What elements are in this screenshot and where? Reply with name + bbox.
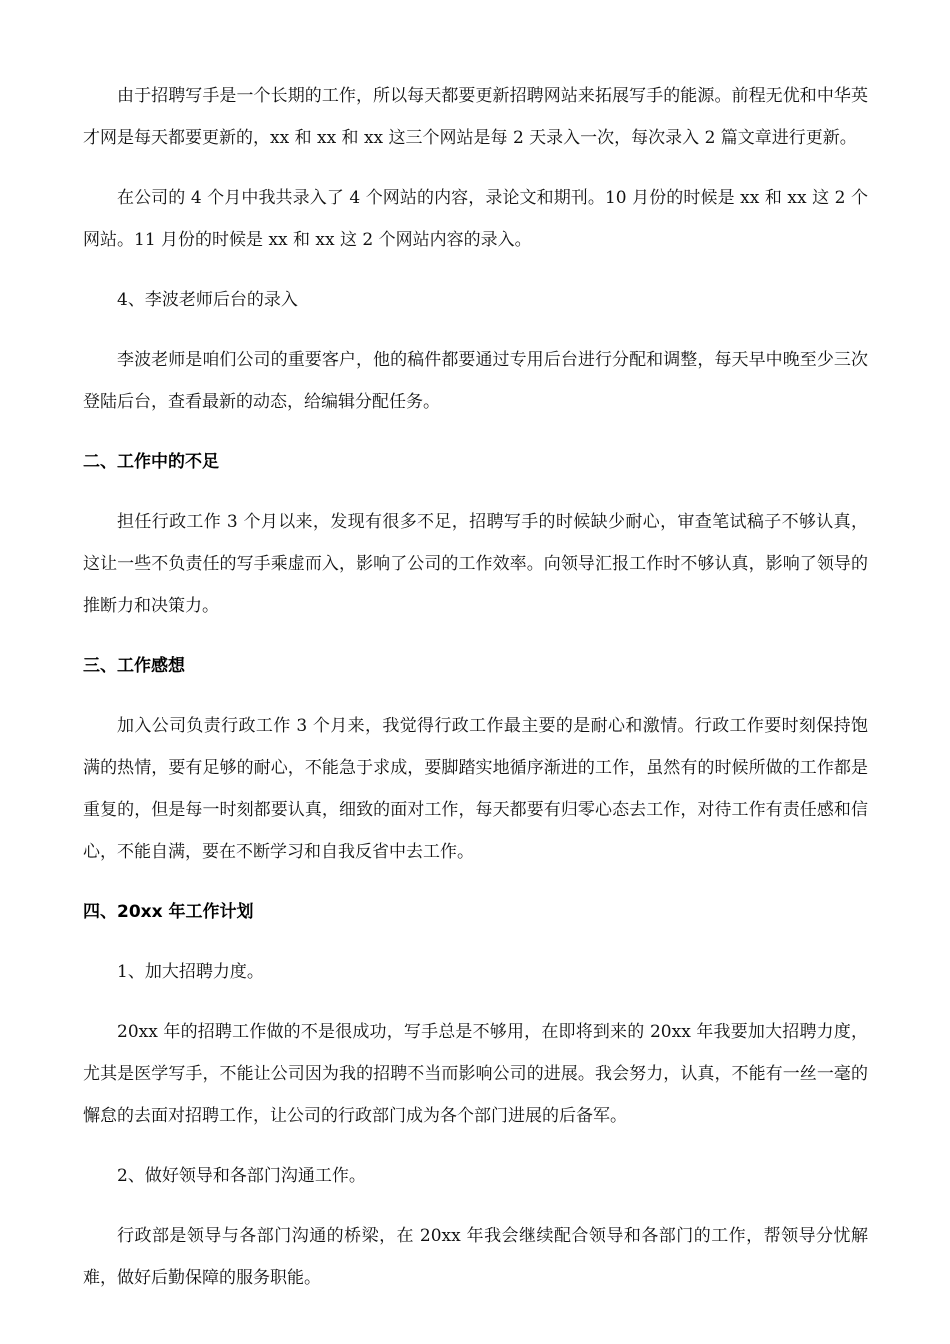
paragraph-recruit-websites: 由于招聘写手是一个长期的工作，所以每天都要更新招聘网站来拓展写手的能源。前程无优和中华英才网是每天都要更新的，xx 和 xx 和 xx 这三个网站是每 2 天录入一次，每次录入 2 篇文章进行更新。: [83, 86, 868, 148]
plan-item-2-heading: 2、做好领导和各部门沟通工作。: [117, 1166, 366, 1186]
paragraph-reflections: 加入公司负责行政工作 3 个月来，我觉得行政工作最主要的是耐心和激情。行政工作要时刻保持饱满的热情，要有足够的耐心，不能急于求成，要脚踏实地循序渐进的工作，虽然有的时候所做的工作都是重复的，但是每一时刻都要认真，细致的面对工作，每天都要有归零心态去工作，对待工作有责任感和信心，不能自满，要在不断学习和自我反省中去工作。: [83, 716, 868, 862]
paragraph-plan-recruiting: 20xx 年的招聘工作做的不是很成功，写手总是不够用，在即将到来的 20xx 年我要加大招聘力度，尤其是医学写手，不能让公司因为我的招聘不当而影响公司的进展。我会努力，认真，不能有一丝一毫的懈怠的去面对招聘工作，让公司的行政部门成为各个部门进展的后备军。: [83, 1022, 868, 1126]
paragraph-li-bo-backend: 李波老师是咱们公司的重要客户，他的稿件都要通过专用后台进行分配和调整，每天早中晚至少三次登陆后台，查看最新的动态，给编辑分配任务。: [83, 350, 868, 412]
paragraph-plan-communication: 行政部是领导与各部门沟通的桥梁，在 20xx 年我会继续配合领导和各部门的工作，帮领导分忧解难，做好后勤保障的服务职能。: [83, 1226, 868, 1288]
paragraph-shortcomings: 担任行政工作 3 个月以来，发现有很多不足，招聘写手的时候缺少耐心，审查笔试稿子不够认真，这让一些不负责任的写手乘虚而入，影响了公司的工作效率。向领导汇报工作时不够认真，影响了领导的推断力和决策力。: [83, 512, 868, 616]
item-4-heading: 4、李波老师后台的录入: [117, 290, 298, 310]
document-body: [83, 75, 868, 1317]
paragraph-website-entry: 在公司的 4 个月中我共录入了 4 个网站的内容，录论文和期刊。10 月份的时候是 xx 和 xx 这 2 个网站。11 月份的时候是 xx 和 xx 这 2 个网站内容的录入。: [83, 188, 868, 250]
plan-item-1-heading: 1、加大招聘力度。: [117, 962, 264, 982]
section-heading-plan: 四、20xx 年工作计划: [83, 902, 254, 922]
section-heading-shortcomings: 二、工作中的不足: [83, 452, 219, 472]
section-heading-reflections: 三、工作感想: [83, 656, 185, 676]
